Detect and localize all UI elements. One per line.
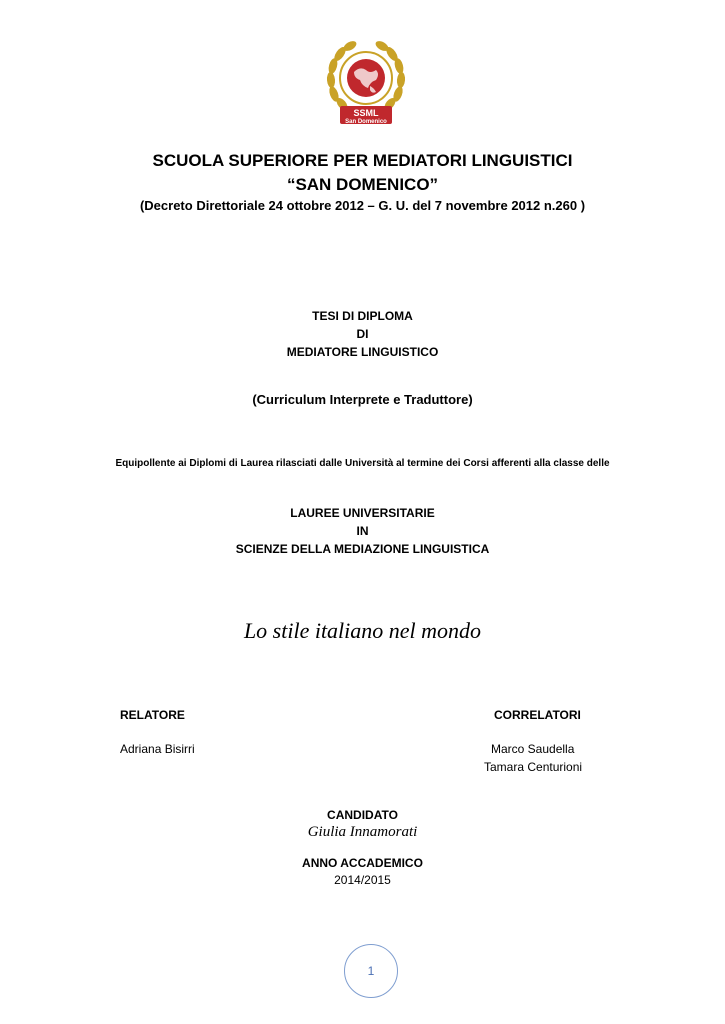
thesis-line1: TESI DI DIPLOMA [312,309,413,323]
page-number: 1 [367,964,375,978]
school-logo [322,36,410,132]
correlatori-label: CORRELATORI [494,708,581,722]
anno-value: 2014/2015 [334,873,391,887]
candidato-label: CANDIDATO [327,808,398,822]
thesis-line3: MEDIATORE LINGUISTICO [286,345,439,359]
logo-text-sub: San Domenico [345,119,387,125]
anno-label: ANNO ACCADEMICO [302,856,423,870]
equivalence-note: Equipollente ai Diplomi di Laurea rilasciati dalle Università al termine dei Corsi afferenti alla classe delle [115,458,610,469]
curriculum: (Curriculum Interprete e Traduttore) [252,392,473,407]
degree-line2: IN [356,524,369,538]
degree-line1: LAUREE UNIVERSITARIE [290,506,435,520]
school-name-line2: “SAN DOMENICO” [286,175,439,194]
degree-line3: SCIENZE DELLA MEDIAZIONE LINGUISTICA [235,542,490,556]
page-number-badge [344,944,398,998]
logo-text-main: SSML [353,108,379,118]
thesis-title: Lo stile italiano nel mondo [243,618,482,643]
correlatore-name-1: Marco Saudella [491,742,575,756]
relatore-name: Adriana Bisirri [120,742,195,756]
laurel-globe-emblem [322,36,410,132]
thesis-line2: DI [356,327,369,341]
school-name-line1: SCUOLA SUPERIORE PER MEDIATORI LINGUISTICI [152,151,573,170]
relatore-label: RELATORE [120,708,185,722]
decree-text: (Decreto Direttoriale 24 ottobre 2012 – G. U. del 7 novembre 2012 n.260 ) [139,198,586,213]
correlatore-name-2: Tamara Centurioni [484,760,583,774]
candidato-name: Giulia Innamorati [307,824,418,840]
